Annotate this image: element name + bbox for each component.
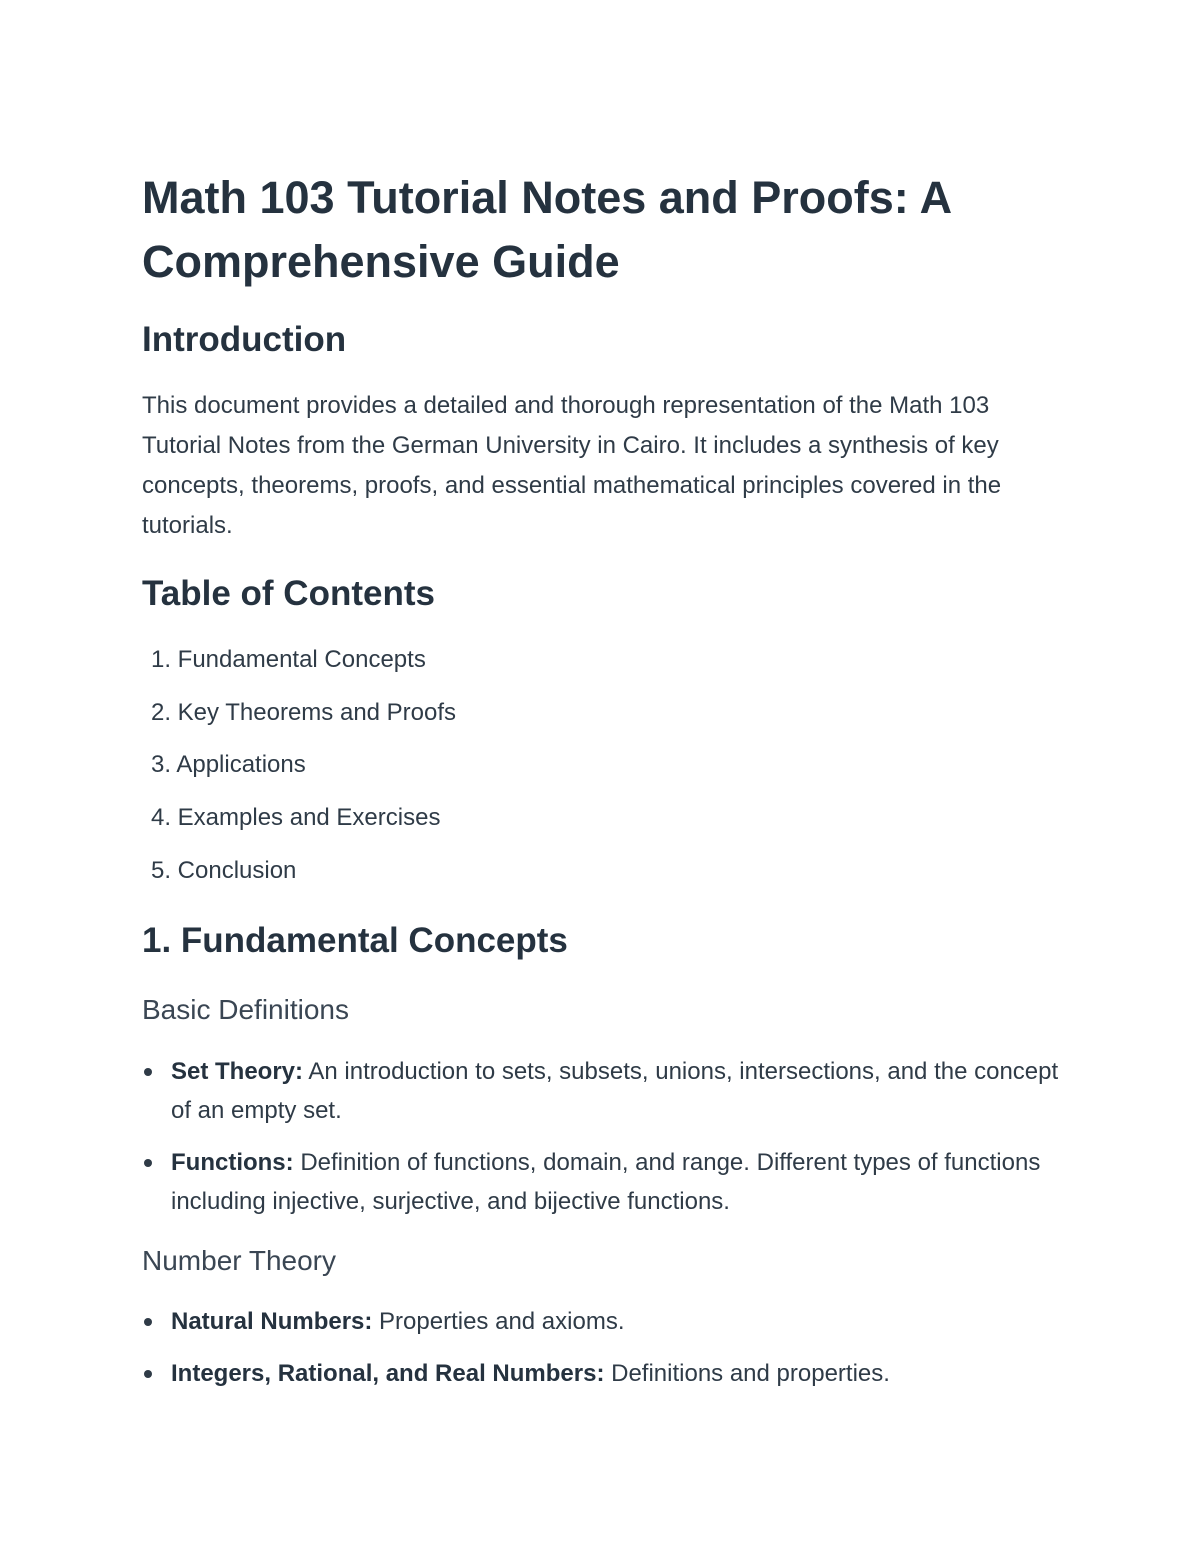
toc-heading: Table of Contents bbox=[142, 574, 435, 613]
toc-item-label: Examples and Exercises bbox=[177, 804, 441, 832]
basic-definitions-heading: Basic Definitions bbox=[142, 994, 349, 1025]
bullet-icon bbox=[144, 1370, 152, 1378]
bullet-icon bbox=[144, 1068, 152, 1076]
toc-item bbox=[142, 746, 456, 799]
bullet-icon bbox=[144, 1159, 152, 1167]
toc-item-label: Conclusion bbox=[177, 856, 297, 884]
term-description: Definition of functions, domain, and range. Different types of functions including injective, surjective, and bijective functions. bbox=[171, 1149, 1041, 1215]
term-label: Integers, Rational, and Real Numbers: bbox=[171, 1360, 605, 1387]
list-item bbox=[142, 1302, 1061, 1341]
toc-item-label: Key Theorems and Proofs bbox=[177, 698, 457, 726]
term-label: Natural Numbers: bbox=[171, 1308, 373, 1335]
term-description: Properties and axioms. bbox=[372, 1308, 625, 1335]
term-label: Functions: bbox=[171, 1149, 294, 1176]
list-item bbox=[142, 1354, 1061, 1393]
toc-item-number: 3. bbox=[150, 751, 171, 779]
introduction-paragraph: This document provides a detailed and thorough representation of the Math 103 Tutorial Notes from the German University in Cairo. It includes a synthesis of key concepts, theorems, proofs, and essential mathematical principles covered in the tutorials. bbox=[142, 392, 1002, 539]
term-description: Definitions and properties. bbox=[604, 1360, 890, 1387]
toc-item bbox=[142, 799, 456, 852]
introduction-heading: Introduction bbox=[142, 320, 347, 359]
toc-item-number: 2. bbox=[150, 698, 171, 726]
list-item bbox=[142, 1052, 1061, 1130]
term-description: An introduction to sets, subsets, unions, intersections, and the concept of an empty set. bbox=[171, 1058, 1059, 1124]
toc-item bbox=[142, 694, 456, 747]
toc-item-number: 5. bbox=[150, 856, 171, 884]
document-title: Math 103 Tutorial Notes and Proofs: A Comprehensive Guide bbox=[142, 172, 951, 287]
number-theory-heading: Number Theory bbox=[142, 1245, 337, 1276]
toc-item-label: Applications bbox=[176, 751, 306, 779]
toc-item bbox=[142, 641, 456, 694]
toc-item-label: Fundamental Concepts bbox=[177, 646, 426, 673]
bullet-icon bbox=[144, 1318, 152, 1326]
list-item bbox=[142, 1143, 1061, 1221]
term-label: Set Theory: bbox=[171, 1058, 304, 1085]
toc-item bbox=[142, 852, 456, 905]
toc-item-number: 1. bbox=[150, 646, 171, 673]
toc-list bbox=[142, 641, 456, 904]
toc-item-number: 4. bbox=[150, 804, 171, 832]
section-fundamental-concepts-heading: 1. Fundamental Concepts bbox=[142, 921, 568, 960]
basic-definitions-list bbox=[142, 1052, 1061, 1221]
number-theory-list bbox=[142, 1302, 1061, 1393]
